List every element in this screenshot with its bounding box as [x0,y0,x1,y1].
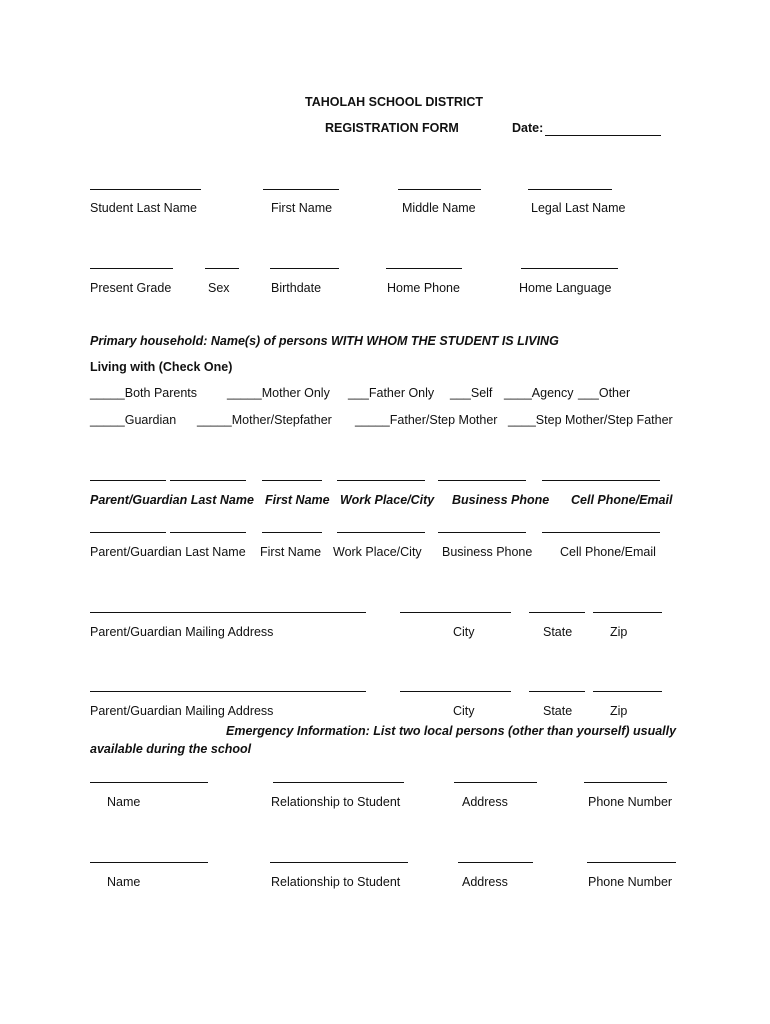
home-phone-field[interactable] [386,268,462,269]
emergency1-phone-field[interactable] [584,782,667,783]
state1-field[interactable] [529,612,585,613]
option-self[interactable]: ___Self [450,386,493,400]
legal-last-name-field[interactable] [528,189,612,190]
guardian1-last-name-label: Parent/Guardian Last Name [90,493,254,507]
primary-household-heading: Primary household: Name(s) of persons WITH WHOM THE STUDENT IS LIVING [90,334,559,348]
guardian2-cell-email-field[interactable] [542,532,660,533]
guardian2-last-name-field-2[interactable] [170,532,246,533]
first-name-field[interactable] [263,189,339,190]
living-with-heading: Living with (Check One) [90,360,233,374]
emergency2-address-label: Address [462,875,508,889]
middle-name-field[interactable] [398,189,481,190]
student-last-name-field[interactable] [90,189,201,190]
emergency1-relationship-field[interactable] [273,782,404,783]
student-last-name-label: Student Last Name [90,201,198,215]
emergency-heading: Emergency Information: List two local persons (other than yourself) usually [226,724,677,738]
guardian2-first-name-label: First Name [260,545,322,559]
guardian1-workplace-field[interactable] [337,480,425,481]
option-agency[interactable]: ____Agency [504,386,574,400]
emergency2-relationship-label: Relationship to Student [271,875,401,889]
emergency2-relationship-field[interactable] [270,862,408,863]
guardian1-cell-email-field[interactable] [542,480,660,481]
present-grade-label: Present Grade [90,281,172,295]
guardian1-cell-email-label: Cell Phone/Email [571,493,673,507]
option-stepmother-stepfather[interactable]: ____Step Mother/Step Father [508,413,673,427]
emergency2-name-label: Name [107,875,141,889]
mailing-address2-field[interactable] [90,691,366,692]
birthdate-label: Birthdate [271,281,322,295]
guardian1-business-phone-field[interactable] [438,480,526,481]
emergency1-relationship-label: Relationship to Student [271,795,401,809]
date-label: Date: [512,121,544,135]
city2-field[interactable] [400,691,511,692]
mailing-address1-label: Parent/Guardian Mailing Address [90,625,274,639]
guardian1-last-name-field[interactable] [90,480,166,481]
emergency2-phone-field[interactable] [587,862,676,863]
guardian2-cell-email-label: Cell Phone/Email [560,545,656,559]
zip1-label: Zip [610,625,628,639]
state2-field[interactable] [529,691,585,692]
emergency1-name-label: Name [107,795,141,809]
zip2-field[interactable] [593,691,662,692]
option-mother-stepfather[interactable]: _____Mother/Stepfather [197,413,332,427]
option-father-only[interactable]: ___Father Only [348,386,435,400]
first-name-label: First Name [271,201,333,215]
city2-label: City [453,704,475,718]
city1-field[interactable] [400,612,511,613]
sex-field[interactable] [205,268,239,269]
state2-label: State [543,704,573,718]
city1-label: City [453,625,475,639]
guardian2-workplace-field[interactable] [337,532,425,533]
guardian1-business-phone-label: Business Phone [452,493,550,507]
emergency1-name-field[interactable] [90,782,208,783]
state1-label: State [543,625,573,639]
option-other[interactable]: ___Other [578,386,631,400]
mailing-address1-field[interactable] [90,612,366,613]
option-both-parents[interactable]: _____Both Parents [90,386,198,400]
guardian2-first-name-field[interactable] [262,532,322,533]
zip1-field[interactable] [593,612,662,613]
guardian2-business-phone-field[interactable] [438,532,526,533]
middle-name-label: Middle Name [402,201,476,215]
form-title: REGISTRATION FORM [325,121,459,135]
zip2-label: Zip [610,704,628,718]
birthdate-field[interactable] [270,268,339,269]
guardian1-first-name-label: First Name [265,493,330,507]
emergency2-address-field[interactable] [458,862,533,863]
sex-label: Sex [208,281,230,295]
option-mother-only[interactable]: _____Mother Only [227,386,330,400]
guardian2-last-name-label: Parent/Guardian Last Name [90,545,246,559]
date-field[interactable] [545,135,661,136]
emergency1-address-label: Address [462,795,508,809]
emergency1-phone-label: Phone Number [588,795,673,809]
guardian1-workplace-label: Work Place/City [340,493,435,507]
guardian2-workplace-label: Work Place/City [333,545,422,559]
emergency1-address-field[interactable] [454,782,537,783]
option-father-stepmother[interactable]: _____Father/Step Mother [355,413,498,427]
legal-last-name-label: Legal Last Name [531,201,626,215]
emergency-heading-cont: available during the school [90,742,252,756]
emergency2-phone-label: Phone Number [588,875,673,889]
district-title: TAHOLAH SCHOOL DISTRICT [305,95,484,109]
emergency2-name-field[interactable] [90,862,208,863]
option-guardian[interactable]: _____Guardian [90,413,177,427]
home-phone-label: Home Phone [387,281,460,295]
guardian2-last-name-field[interactable] [90,532,166,533]
guardian2-business-phone-label: Business Phone [442,545,533,559]
present-grade-field[interactable] [90,268,173,269]
guardian1-last-name-field-2[interactable] [170,480,246,481]
mailing-address2-label: Parent/Guardian Mailing Address [90,704,274,718]
home-language-field[interactable] [521,268,618,269]
guardian1-first-name-field[interactable] [262,480,322,481]
home-language-label: Home Language [519,281,612,295]
